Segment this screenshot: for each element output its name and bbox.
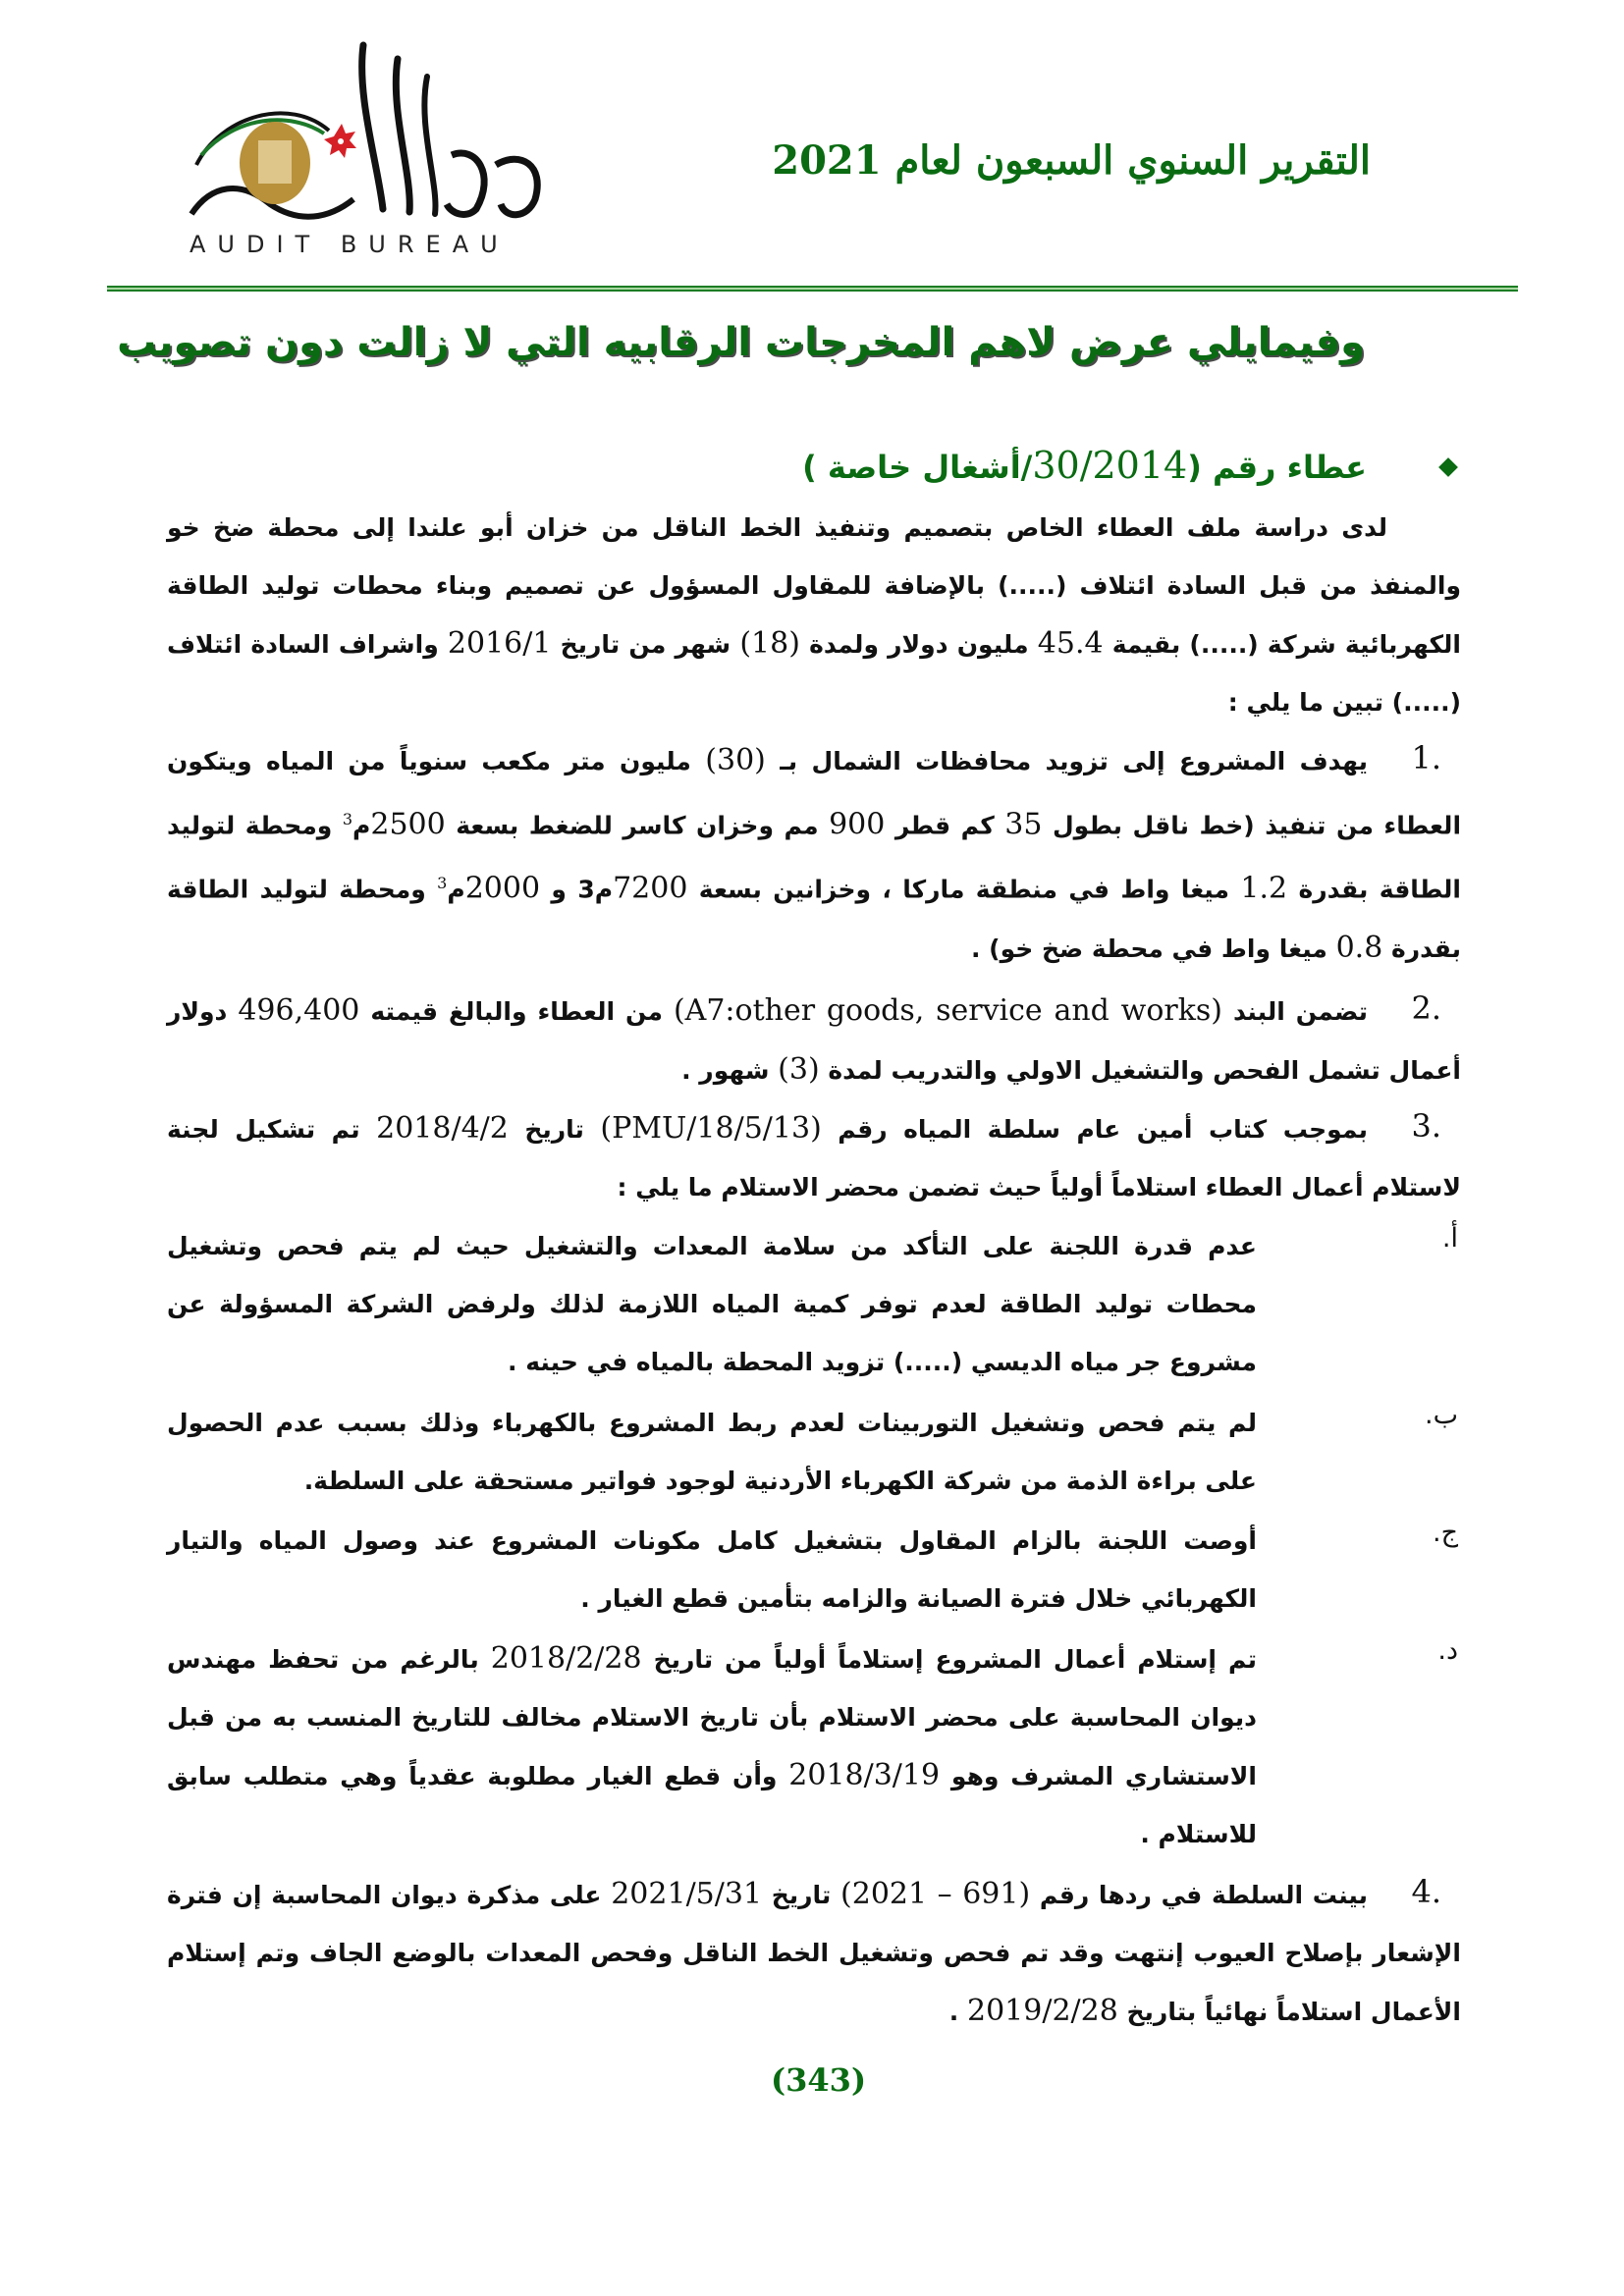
text-run: تاريخ <box>762 1881 841 1909</box>
number-run: (3) <box>778 1052 820 1087</box>
logo-caption: AUDIT BUREAU <box>189 231 510 258</box>
number-run: 900 <box>829 807 886 842</box>
duration-months: (18) <box>739 626 800 661</box>
text-run: وأن قطع الغيار مطلوبة عقدياً وهي متطلب سابق للاستلام . <box>167 1762 1257 1848</box>
tender-number: 30/2014 <box>1032 444 1188 487</box>
contract-value: 45.4 <box>1037 626 1104 661</box>
intro-paragraph <box>167 499 1461 731</box>
date-value: 2018/3/19 <box>788 1758 941 1792</box>
text-run: مليون متر مكعب سنوياً من المياه ويتكون العطاء من تنفيذ (خط ناقل بطول <box>167 747 1462 840</box>
page-title: وفيمايلي عرض لاهم المخرجات الرقابيه التي لا زالت دون تصويب <box>117 320 1365 365</box>
intro-text: شهر من تاريخ <box>551 630 740 659</box>
sub-item-letter: ج. <box>1432 1518 1458 1548</box>
diamond-bullet-icon <box>1438 457 1458 477</box>
budget-line-label: (A7:other goods, service and works) <box>673 993 1223 1028</box>
item-number: .3 <box>1411 1107 1441 1145</box>
text-run: بينت السلطة في ردها رقم <box>1030 1881 1369 1909</box>
superscript: 3 <box>342 810 353 828</box>
text-run: شهور . <box>681 1056 779 1085</box>
heading-prefix: عطاء رقم ( <box>1187 449 1367 486</box>
text-run: تم إستلام أعمال المشروع إستلاماً أولياً من تاريخ <box>641 1645 1257 1674</box>
section-heading <box>802 444 1367 487</box>
number-run: 7200 <box>613 871 688 906</box>
letter-reference: (691 – 2021) <box>840 1877 1031 1911</box>
date-value: 2018/2/28 <box>490 1641 642 1676</box>
sub-item-text <box>167 1629 1257 1863</box>
text-run: تم تشكيل لجنة لاستلام أعمال العطاء استلاماً أولياً حيث تضمن محضر الاستلام ما يلي : <box>167 1115 1461 1201</box>
number-run: 1.2 <box>1240 871 1288 906</box>
page-number: (343) <box>771 2061 867 2099</box>
report-title: التقرير السنوي السبعون لعام 2021 <box>772 137 1371 184</box>
text-run: بموجب كتاب أمين عام سلطة المياه رقم <box>821 1115 1369 1144</box>
text-run: يهدف المشروع إلى تزويد محافظات الشمال بـ <box>765 747 1368 775</box>
text-run: تضمن البند <box>1222 997 1368 1026</box>
text-run: كم قطر <box>885 811 1005 840</box>
sub-item-text: أوصت اللجنة بالزام المقاول بتشغيل كامل مكونات المشروع عند وصول المياه والتيار الكهربائي خلال فترة الصيانة والزامه بتأمين قطع الغيار . <box>167 1526 1257 1613</box>
number-run: 35 <box>1004 807 1043 842</box>
item-text <box>167 1099 1461 1216</box>
text-run: ميغا واط في محطة ضخ خو) . <box>970 934 1336 963</box>
number-run: 2500 <box>370 807 446 842</box>
intro-text: مليون دولار ولمدة <box>799 630 1038 659</box>
date-value: 2019/2/28 <box>967 1994 1118 2028</box>
item-number: .1 <box>1411 739 1441 776</box>
date-value: 2018/4/2 <box>376 1111 509 1146</box>
audit-bureau-logo <box>182 37 565 258</box>
text-run: م3 و <box>540 875 614 904</box>
number-run: 2000 <box>464 871 541 906</box>
text-run: ومحطة لتوليد الطاقة بقدرة <box>167 811 1462 904</box>
item-number: .2 <box>1411 989 1441 1027</box>
item-text <box>167 731 1461 978</box>
item-text <box>167 1865 1461 2041</box>
sub-item-letter: د. <box>1437 1635 1458 1666</box>
intro-text: لدى دراسة ملف العطاء الخاص بتصميم وتنفيذ الخط الناقل من خزان أبو علندا إلى محطة ضخ خو والمنفذ من قبل السادة ائتلاف (.....) بالإضافة للمقاول المسؤول عن تصميم وبناء محطات توليد الطاقة الكهربائية شركة (.....) بقيمة <box>167 513 1461 659</box>
text-run: من العطاء والبالغ قيمته <box>359 997 674 1026</box>
text-run: على مذكرة ديوان المحاسبة إن فترة الإشعار بإصلاح العيوب إنتهت وقد تم فحص وتشغيل الخط الناقل وفحص المعدات بالوضع الجاف وتم إستلام الأعمال استلاماً نهائياً بتاريخ <box>167 1881 1461 2026</box>
amount-value: 496,400 <box>238 993 360 1028</box>
text-run: م <box>447 875 465 904</box>
sub-item-text: لم يتم فحص وتشغيل التوربينات لعدم ربط المشروع بالكهرباء وذلك بسبب عدم الحصول على براءة الذمة من شركة الكهرباء الأردنية لوجود فواتير مستحقة على السلطة. <box>167 1409 1257 1495</box>
sub-item-text: عدم قدرة اللجنة على التأكد من سلامة المعدات والتشغيل حيث لم يتم فحص وتشغيل محطات توليد الطاقة لعدم توفر كمية المياه اللازمة لذلك ولرفض الشركة المسؤولة عن مشروع جر مياه الديسي (.....) تزويد المحطة بالمياه في حينه . <box>167 1232 1257 1376</box>
text-run: دولار أعمال تشمل الفحص والتشغيل الاولي والتدريب لمدة <box>167 997 1461 1085</box>
text-run: بالرغم من تحفظ مهندس ديوان المحاسبة على محضر الاستلام بأن تاريخ الاستلام مخالف للتاريخ المنسب به من قبل الاستشاري المشرف وهو <box>167 1645 1257 1790</box>
text-run: م <box>352 811 371 840</box>
number-run: 0.8 <box>1335 930 1383 965</box>
letter-reference: (PMU/18/5/13) <box>600 1111 822 1146</box>
superscript: 3 <box>437 874 448 893</box>
text-run: . <box>948 1998 967 2026</box>
date-value: 2021/5/31 <box>611 1877 763 1911</box>
text-run: ميغا واط في منطقة ماركا ، وخزانين بسعة <box>687 875 1241 904</box>
intro-text: واشراف السادة ائتلاف (.....) تبين ما يلي : <box>167 630 1461 717</box>
heading-suffix: /أشغال خاصة ) <box>802 449 1033 486</box>
start-date: 2016/1 <box>447 626 552 661</box>
item-number: .4 <box>1411 1873 1441 1910</box>
sub-item-letter: أ. <box>1441 1223 1458 1254</box>
header-divider <box>107 286 1518 292</box>
sub-item-letter: ب. <box>1424 1400 1458 1430</box>
text-run: تاريخ <box>508 1115 601 1144</box>
logo-emblem-icon <box>182 37 565 258</box>
text-run: مم وخزان كاسر للضغط بسعة <box>445 811 830 840</box>
item-text <box>167 982 1461 1099</box>
number-run: (30) <box>705 743 766 777</box>
text-run: ومحطة لتوليد الطاقة بقدرة <box>167 875 1461 963</box>
